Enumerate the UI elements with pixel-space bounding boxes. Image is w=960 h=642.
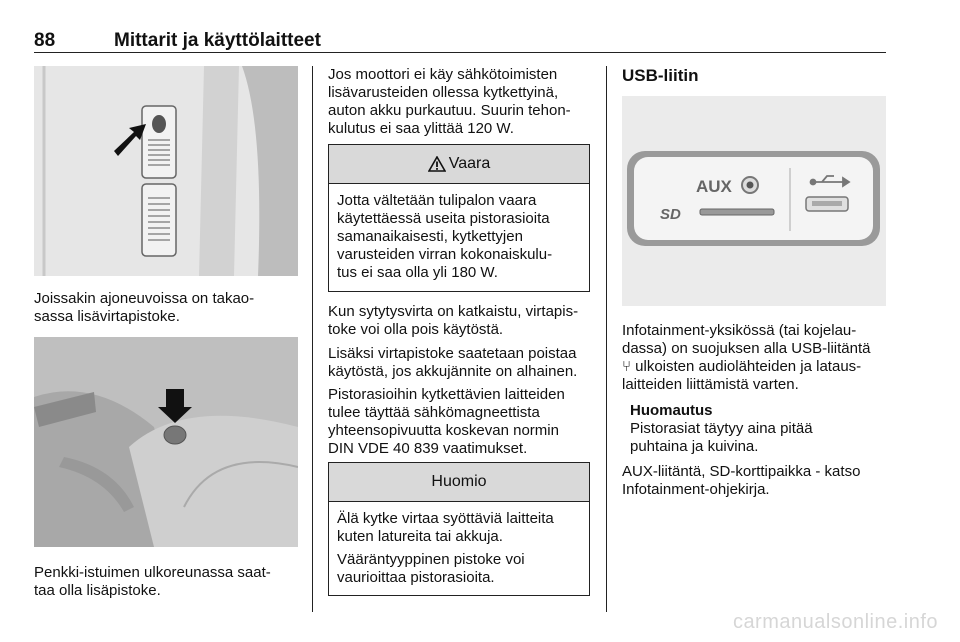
section-heading: USB-liitin — [622, 66, 699, 85]
rear-power-outlet-illustration — [34, 66, 298, 276]
caption-seat-outlet: Penkki-istuimen ulkoreunassa saat- taa olla lisäpistoke. — [34, 564, 271, 599]
warning-header — [329, 145, 589, 184]
paragraph-ignition-off: Kun sytytysvirta on katkaistu, virtapis- toke voi olla pois käytöstä. — [328, 303, 579, 338]
aux-label: AUX — [696, 177, 732, 196]
watermark: carmanualsonline.info — [732, 611, 938, 633]
page-header — [34, 30, 886, 53]
paragraph-emc: Pistorasioihin kytkettävien laitteiden tulee täyttää sähkömagneettista yhteensopivuutta koskevan normin DIN VDE 40 839 vaatimukset. — [328, 386, 565, 457]
column-divider-2 — [606, 66, 607, 612]
notice-title: Huomio — [431, 473, 487, 490]
seat-power-outlet-illustration — [34, 337, 298, 547]
notice-body: Älä kytke virtaa syöttäviä laitteita kuten latureita tai akkuja. Vääräntyyppinen pistoke voi vaurioittaa pistorasioita. — [337, 510, 554, 586]
page-number: 88 — [34, 30, 56, 51]
page-title: Mittarit ja käyttölaitteet — [114, 30, 321, 51]
notice-box — [328, 462, 590, 596]
usb-panel-illustration — [622, 96, 886, 306]
caption-rear-outlet: Joissakin ajoneuvoissa on takao- sassa lisävirtapistoke. — [34, 290, 255, 325]
warning-title: Vaara — [448, 155, 491, 172]
warning-triangle-icon — [428, 156, 446, 172]
paragraph-usb: Infotainment-yksikössä (tai kojelau- dassa) on suojuksen alla USB-liitäntä ⑂ ulkoisten audiolähteiden ja lataus- laitteiden liittämistä varten. — [622, 322, 871, 393]
notice-header — [329, 463, 589, 502]
paragraph-aux-sd: AUX-liitäntä, SD-korttipaikka - katso Infotainment-ohjekirja. — [622, 463, 861, 498]
warning-box — [328, 144, 590, 292]
note-block: Huomautus Pistorasiat täytyy aina pitää puhtaina ja kuivina. — [622, 402, 896, 456]
warning-body: Jotta vältetään tulipalon vaara käytettäessä useita pistorasioita samanaikaisesti, kytkettyjen varusteiden virran kokonaiskulu- tus ei saa olla yli 180 W. — [337, 192, 553, 281]
column-divider-1 — [312, 66, 313, 612]
intro-paragraph: Jos moottori ei käy sähkötoimisten lisävarusteiden ollessa kytkettyinä, auton akku purkautuu. Suurin tehon- kulutus ei saa ylittää 120 W. — [328, 66, 571, 137]
note-title: Huomautus — [630, 402, 713, 419]
paragraph-low-voltage: Lisäksi virtapistoke saatetaan poistaa käytöstä, jos akkujännite on alhainen. — [328, 345, 578, 380]
sd-label: SD — [660, 206, 681, 223]
